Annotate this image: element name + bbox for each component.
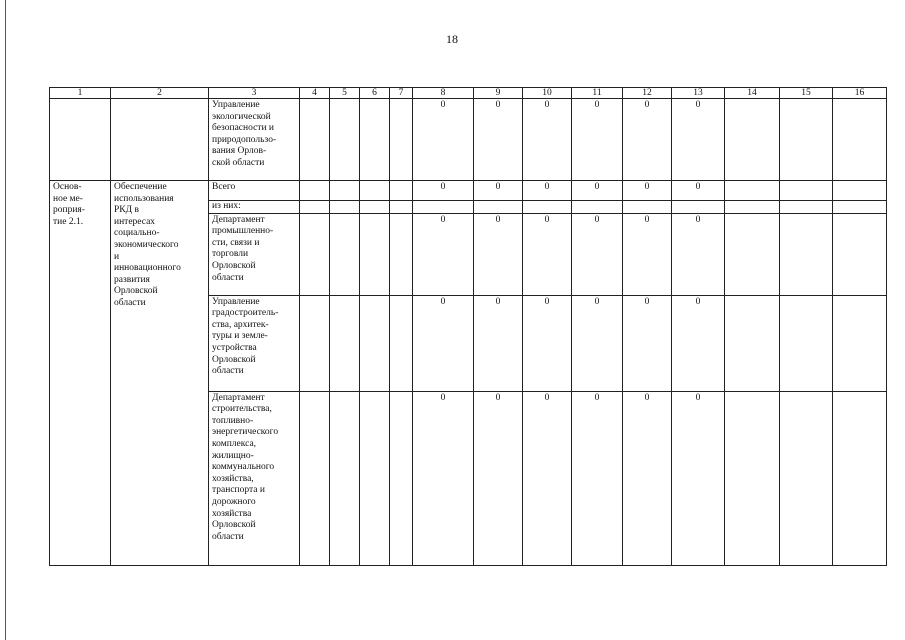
- table-cell: [780, 99, 833, 181]
- executor-cell: [209, 391, 300, 565]
- table-cell: [523, 201, 572, 214]
- table-cell: [725, 201, 780, 214]
- value-cell: 0: [523, 181, 572, 201]
- table-cell: [330, 295, 360, 391]
- table-cell: [300, 213, 330, 295]
- executor-cell: [209, 213, 300, 295]
- executor-cell: [209, 295, 300, 391]
- value-cell: 0: [413, 391, 474, 565]
- table-cell: [330, 213, 360, 295]
- table-cell: [413, 201, 474, 214]
- budget-table: [49, 87, 887, 566]
- executor-text: Управление экологической безопасности и природопользо- вания Орлов- ской области: [212, 100, 277, 168]
- column-header: 16: [833, 88, 887, 99]
- column-header: 14: [725, 88, 780, 99]
- table-cell: [390, 391, 413, 565]
- table-cell: [672, 201, 725, 214]
- table-cell: [360, 99, 390, 181]
- table-cell: [300, 99, 330, 181]
- value-cell: 0: [572, 213, 623, 295]
- value-cell: 0: [523, 295, 572, 391]
- table-cell: [300, 201, 330, 214]
- table-cell: [390, 213, 413, 295]
- table-cell: [360, 201, 390, 214]
- column-header: 5: [330, 88, 360, 99]
- value-cell: 0: [672, 391, 725, 565]
- column-header: 2: [111, 88, 209, 99]
- executor-cell: [209, 99, 300, 181]
- value-cell: 0: [672, 181, 725, 201]
- event-text: Основ- ное ме- роприя- тие 2.1.: [53, 182, 85, 227]
- value-cell: 0: [572, 181, 623, 201]
- table-cell: [330, 99, 360, 181]
- table-cell: [111, 99, 209, 181]
- value-cell: 0: [672, 295, 725, 391]
- executor-cell: Всего: [209, 181, 300, 201]
- value-cell: 0: [623, 213, 672, 295]
- table-row: [50, 181, 887, 201]
- table-cell: [725, 295, 780, 391]
- table-cell: [780, 295, 833, 391]
- executor-cell: из них:: [209, 201, 300, 214]
- column-header: 6: [360, 88, 390, 99]
- column-header: 8: [413, 88, 474, 99]
- column-header: 3: [209, 88, 300, 99]
- column-header: 7: [390, 88, 413, 99]
- table-cell: [330, 391, 360, 565]
- table-cell: [725, 391, 780, 565]
- table-cell: [780, 213, 833, 295]
- value-cell: 0: [623, 295, 672, 391]
- table-cell: [780, 391, 833, 565]
- value-cell: 0: [413, 213, 474, 295]
- table-cell: [300, 391, 330, 565]
- page-left-edge-line: [5, 0, 6, 640]
- table-cell: [623, 201, 672, 214]
- executor-text: Управление градостроитель- ства, архитек- туры и земле- устройства Орловской области: [212, 296, 279, 377]
- value-cell: 0: [413, 295, 474, 391]
- value-cell: 0: [474, 391, 523, 565]
- table-cell: [725, 181, 780, 201]
- value-cell: 0: [672, 213, 725, 295]
- event-name-text: Обеспечение использования РКД в интересах социально- экономического и инновационного развития Орловской области: [114, 182, 181, 308]
- table-cell: [833, 295, 887, 391]
- table-cell: [833, 181, 887, 201]
- value-cell: 0: [474, 181, 523, 201]
- table-cell: [390, 181, 413, 201]
- table-cell: [833, 213, 887, 295]
- table-cell: [572, 201, 623, 214]
- table-cell: [780, 201, 833, 214]
- table-cell: [360, 181, 390, 201]
- value-cell: 0: [523, 391, 572, 565]
- column-header: 13: [672, 88, 725, 99]
- table-cell: [50, 99, 111, 181]
- value-cell: 0: [572, 295, 623, 391]
- value-cell: 0: [672, 99, 725, 181]
- executor-text: Департамент строительства, топливно- энергетического комплекса, жилищно- коммунального хозяйства, транспорта и дорожного хозяйства Орловской области: [212, 392, 279, 542]
- column-header: 4: [300, 88, 330, 99]
- value-cell: 0: [474, 295, 523, 391]
- table-cell: [360, 213, 390, 295]
- table-row: [50, 99, 887, 181]
- table-cell: [725, 99, 780, 181]
- event-name-cell: [111, 181, 209, 566]
- table-cell: [474, 201, 523, 214]
- column-header: 1: [50, 88, 111, 99]
- value-cell: 0: [413, 99, 474, 181]
- table-cell: [390, 295, 413, 391]
- executor-text: Департамент промышленно- сти, связи и торговли Орловской области: [212, 214, 274, 283]
- table-cell: [390, 201, 413, 214]
- table-cell: [725, 213, 780, 295]
- table-cell: [780, 181, 833, 201]
- value-cell: 0: [523, 213, 572, 295]
- value-cell: 0: [623, 391, 672, 565]
- table-cell: [833, 391, 887, 565]
- value-cell: 0: [623, 99, 672, 181]
- table-cell: [390, 99, 413, 181]
- table-cell: [360, 295, 390, 391]
- value-cell: 0: [572, 391, 623, 565]
- value-cell: 0: [572, 99, 623, 181]
- column-header: 10: [523, 88, 572, 99]
- table-cell: [833, 201, 887, 214]
- value-cell: 0: [523, 99, 572, 181]
- table-cell: [300, 295, 330, 391]
- page-number: 18: [446, 32, 458, 46]
- event-cell: [50, 181, 111, 566]
- table-cell: [330, 201, 360, 214]
- value-cell: 0: [413, 181, 474, 201]
- value-cell: 0: [474, 213, 523, 295]
- column-header: 12: [623, 88, 672, 99]
- value-cell: 0: [474, 99, 523, 181]
- table-cell: [300, 181, 330, 201]
- column-header: 15: [780, 88, 833, 99]
- table-cell: [833, 99, 887, 181]
- header-row: [50, 88, 887, 99]
- column-header: 9: [474, 88, 523, 99]
- table-cell: [360, 391, 390, 565]
- table-cell: [330, 181, 360, 201]
- value-cell: 0: [623, 181, 672, 201]
- column-header: 11: [572, 88, 623, 99]
